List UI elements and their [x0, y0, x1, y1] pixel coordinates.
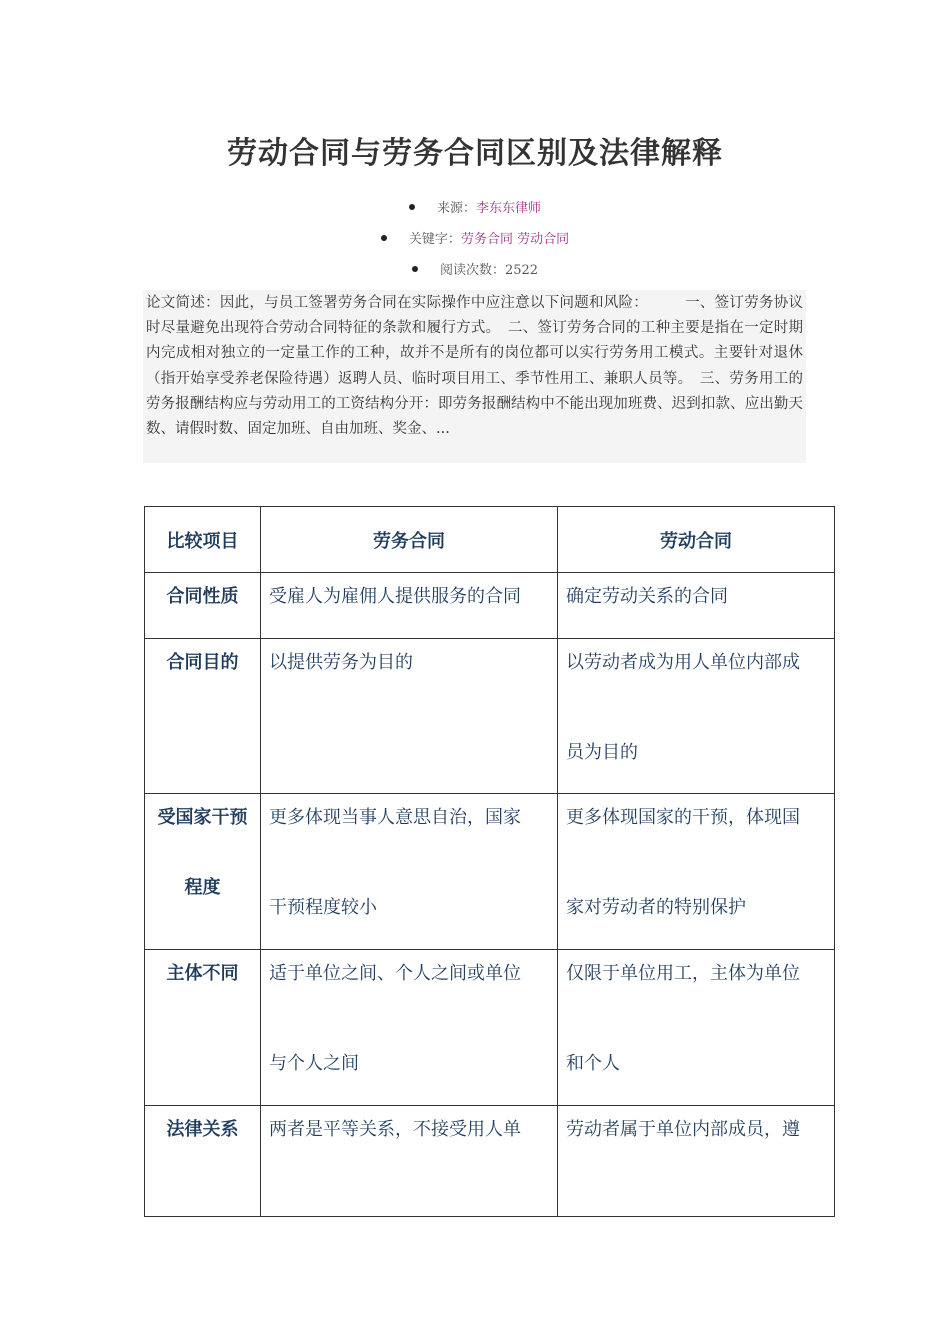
row-item: 主体不同 [145, 950, 261, 1106]
row-item: 受国家干预 程度 [145, 794, 261, 950]
row-labor: 确定劳动关系的合同 [558, 573, 835, 639]
header-item: 比较项目 [145, 507, 261, 573]
meta-keywords [0, 227, 950, 258]
bullet-icon [381, 235, 387, 241]
abstract-box: 论文简述：因此，与员工签署劳务合同在实际操作中应注意以下问题和风险： 一、签订劳务协议时尽量避免出现符合劳动合同特征的条款和履行方式。 二、签订劳务合同的工种主要是指在一定时期内完成相对独立的一定量工作的工种，故并不是所有的岗位都可以实行劳务用工模式。主要针对退休（指开始享受养老保险待遇）返聘人员、临时项目用工、季节性用工、兼职人员等。 三、劳务用工的劳务报酬结构应与劳动用工的工资结构分开：即劳务报酬结构中不能出现加班费、迟到扣款、应出勤天数、请假时数、固定加班、自由加班、奖金、... [143, 290, 806, 463]
meta-label: 关键字： [408, 232, 461, 247]
header-labor: 劳动合同 [558, 507, 835, 573]
row-labor: 劳动者属于单位内部成员，遵 [558, 1106, 835, 1217]
table-row [145, 573, 835, 639]
meta-label: 来源： [436, 201, 476, 216]
page-title: 劳动合同与劳务合同区别及法律解释 [227, 136, 723, 171]
table-row [145, 794, 835, 950]
row-labor: 更多体现国家的干预，体现国 家对劳动者的特别保护 [558, 794, 835, 950]
row-labor: 以劳动者成为用人单位内部成 员为目的 [558, 639, 835, 794]
comparison-table [144, 506, 835, 1217]
row-item: 法律关系 [145, 1106, 261, 1217]
article-meta [0, 196, 950, 289]
row-item: 合同目的 [145, 639, 261, 794]
source-link[interactable]: 李东东律师 [476, 201, 542, 216]
row-labor-service: 两者是平等关系，不接受用人单 [261, 1106, 558, 1217]
table-row [145, 639, 835, 794]
meta-label: 阅读次数： [439, 263, 505, 278]
meta-source [0, 196, 950, 227]
row-labor-service: 以提供劳务为目的 [261, 639, 558, 794]
bullet-icon [409, 204, 415, 210]
view-count: 2522 [504, 263, 539, 278]
row-labor-service: 受雇人为雇佣人提供服务的合同 [261, 573, 558, 639]
keywords-link[interactable]: 劳务合同 劳动合同 [460, 232, 570, 247]
meta-views [0, 258, 950, 289]
bullet-icon [412, 266, 418, 272]
table-header-row [145, 507, 835, 573]
table-row [145, 1106, 835, 1217]
header-labor-service: 劳务合同 [261, 507, 558, 573]
row-labor: 仅限于单位用工，主体为单位 和个人 [558, 950, 835, 1106]
row-labor-service: 更多体现当事人意思自治，国家 干预程度较小 [261, 794, 558, 950]
table-row [145, 950, 835, 1106]
row-labor-service: 适于单位之间、个人之间或单位 与个人之间 [261, 950, 558, 1106]
row-item: 合同性质 [145, 573, 261, 639]
